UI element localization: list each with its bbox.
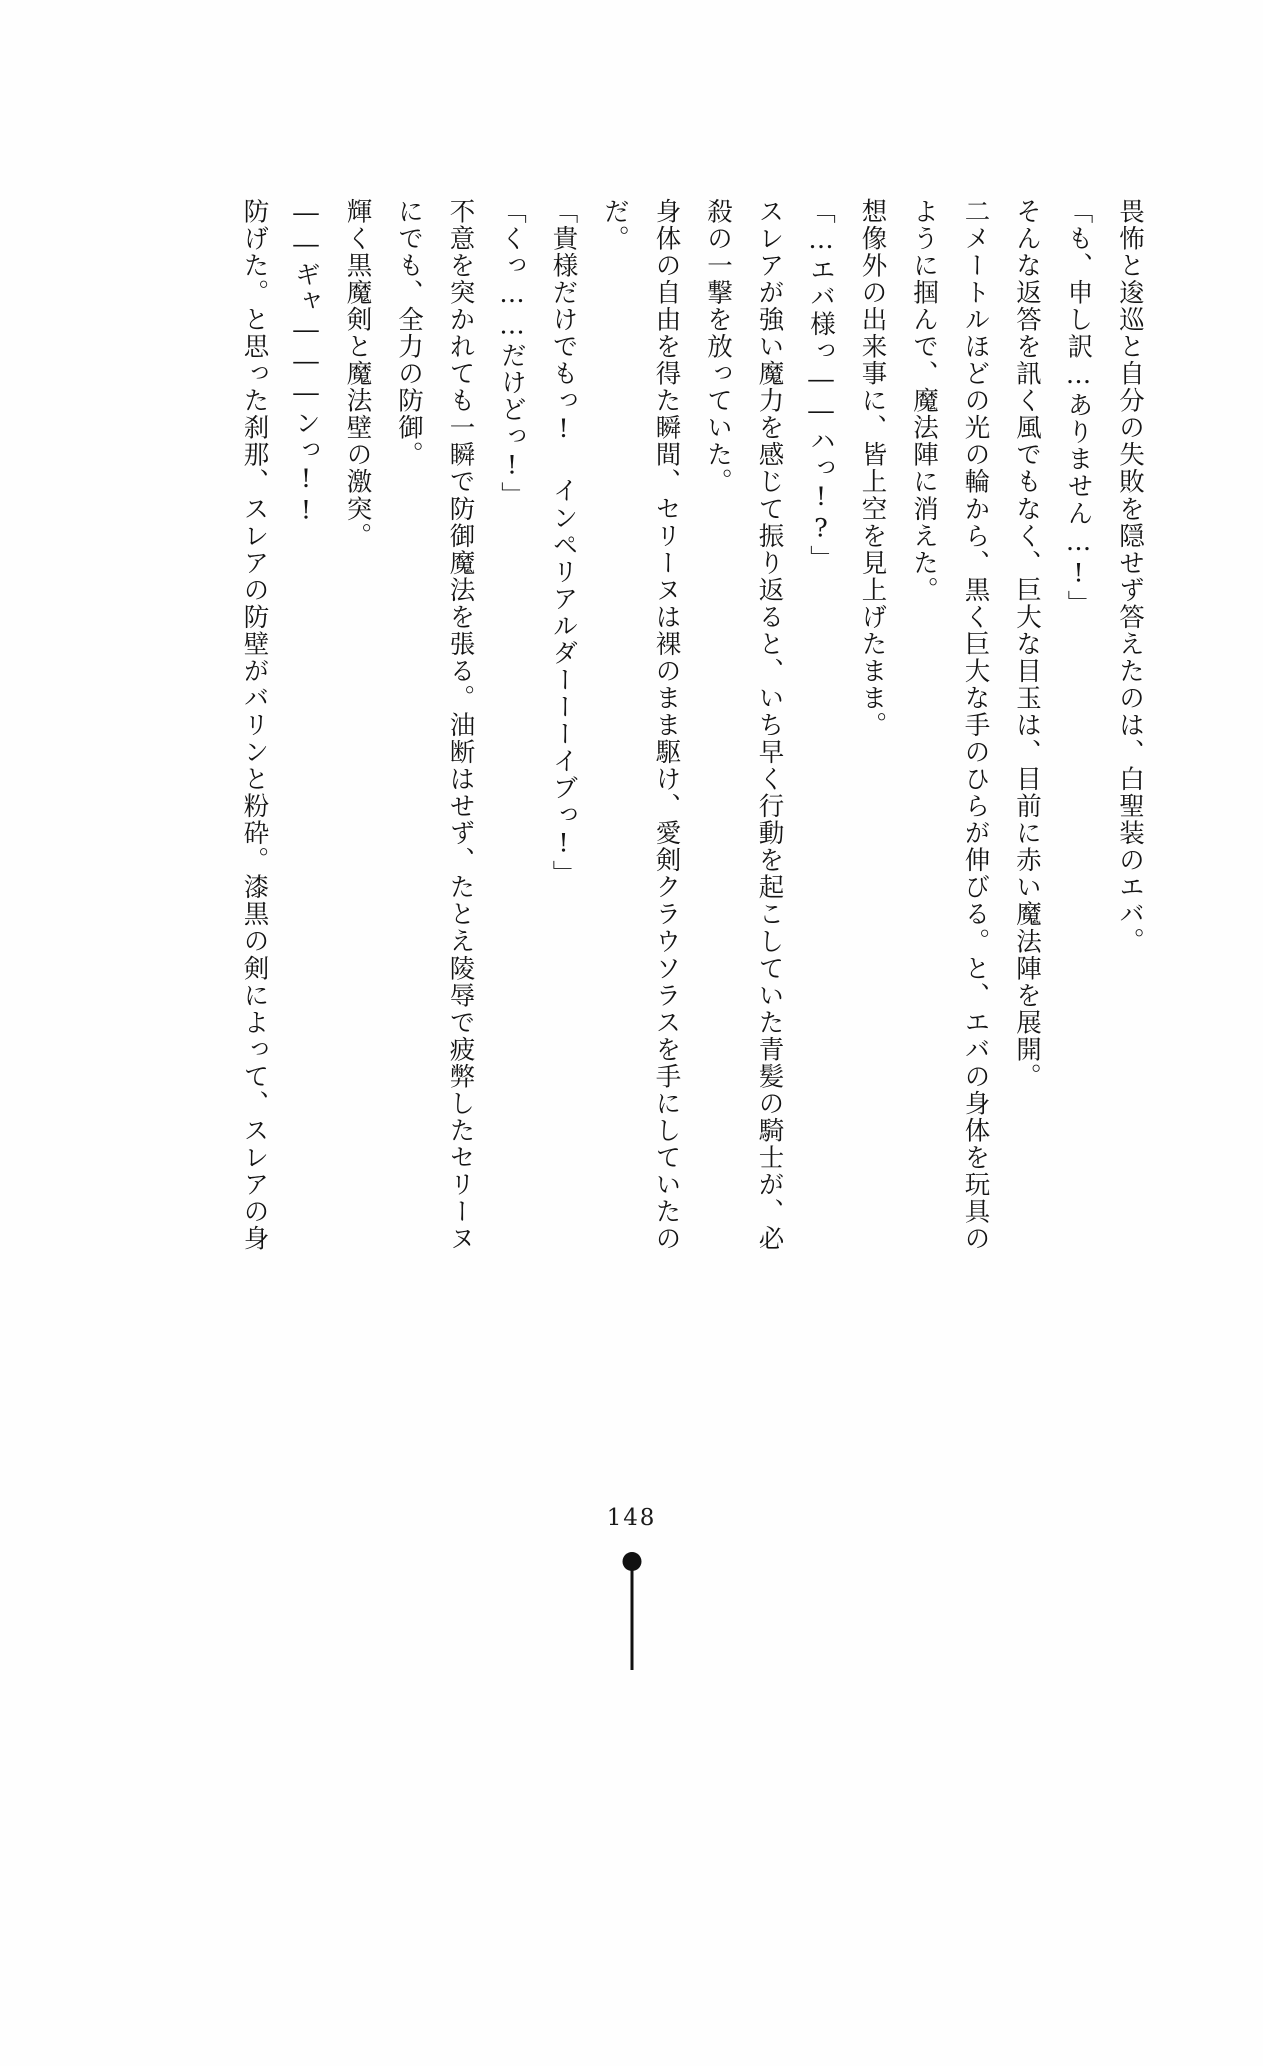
footer-ornament-icon: [619, 1552, 645, 1672]
page-number: 148: [606, 1505, 657, 1531]
paragraph: 想像外の出来事に、皆上空を見上げたまま。: [857, 198, 888, 739]
paragraph: そんな返答を訊く風でもなく、巨大な目玉は、目前に赤い魔法陣を展開。: [1012, 198, 1042, 1090]
paragraph: 「も、申し訳…ありません…!」: [1063, 198, 1094, 617]
paragraph: 「貴様だけでもっ! インペリアルダーーーイブっ!」: [548, 198, 579, 888]
body-text-vertical: [239, 198, 1155, 1278]
paragraph: ――ギャ―――ンっ!!: [291, 198, 321, 527]
paragraph: 輝く黒魔剣と魔法壁の激突。: [342, 198, 373, 550]
ornament-dot-icon: [622, 1552, 641, 1571]
paragraph: スレアが強い魔力を感じて振り返ると、いち早く行動を起こしていた青髪の騎士が、必殺の一撃を放っていた。: [703, 198, 785, 1253]
paragraph: 畏怖と逡巡と自分の失敗を隠せず答えたのは、白聖装のエバ。: [1115, 198, 1145, 955]
paragraph: 不意を突かれても一瞬で防御魔法を張る。油断はせず、たとえ陵辱で疲弊したセリーヌにでも、全力の防御。: [394, 198, 476, 1253]
paragraph: 「くっ……だけどっ!」: [497, 198, 527, 509]
paragraph: 「…エバ様っ――ハっ!?」: [806, 198, 836, 572]
paragraph: 身体の自由を得た瞬間、セリーヌは裸のまま駆け、愛剣クラウソラスを手にしていたのだ。: [600, 198, 682, 1253]
ornament-rule-icon: [630, 1570, 633, 1670]
paragraph: 二メートルほどの光の輪から、黒く巨大な手のひらが伸びる。と、エバの身体を玩具のように掴んで、魔法陣に消えた。: [909, 198, 991, 1253]
paragraph: 防げた。と思った刹那、スレアの防壁がバリンと粉砕。漆黒の剣によって、スレアの身: [239, 198, 270, 1253]
